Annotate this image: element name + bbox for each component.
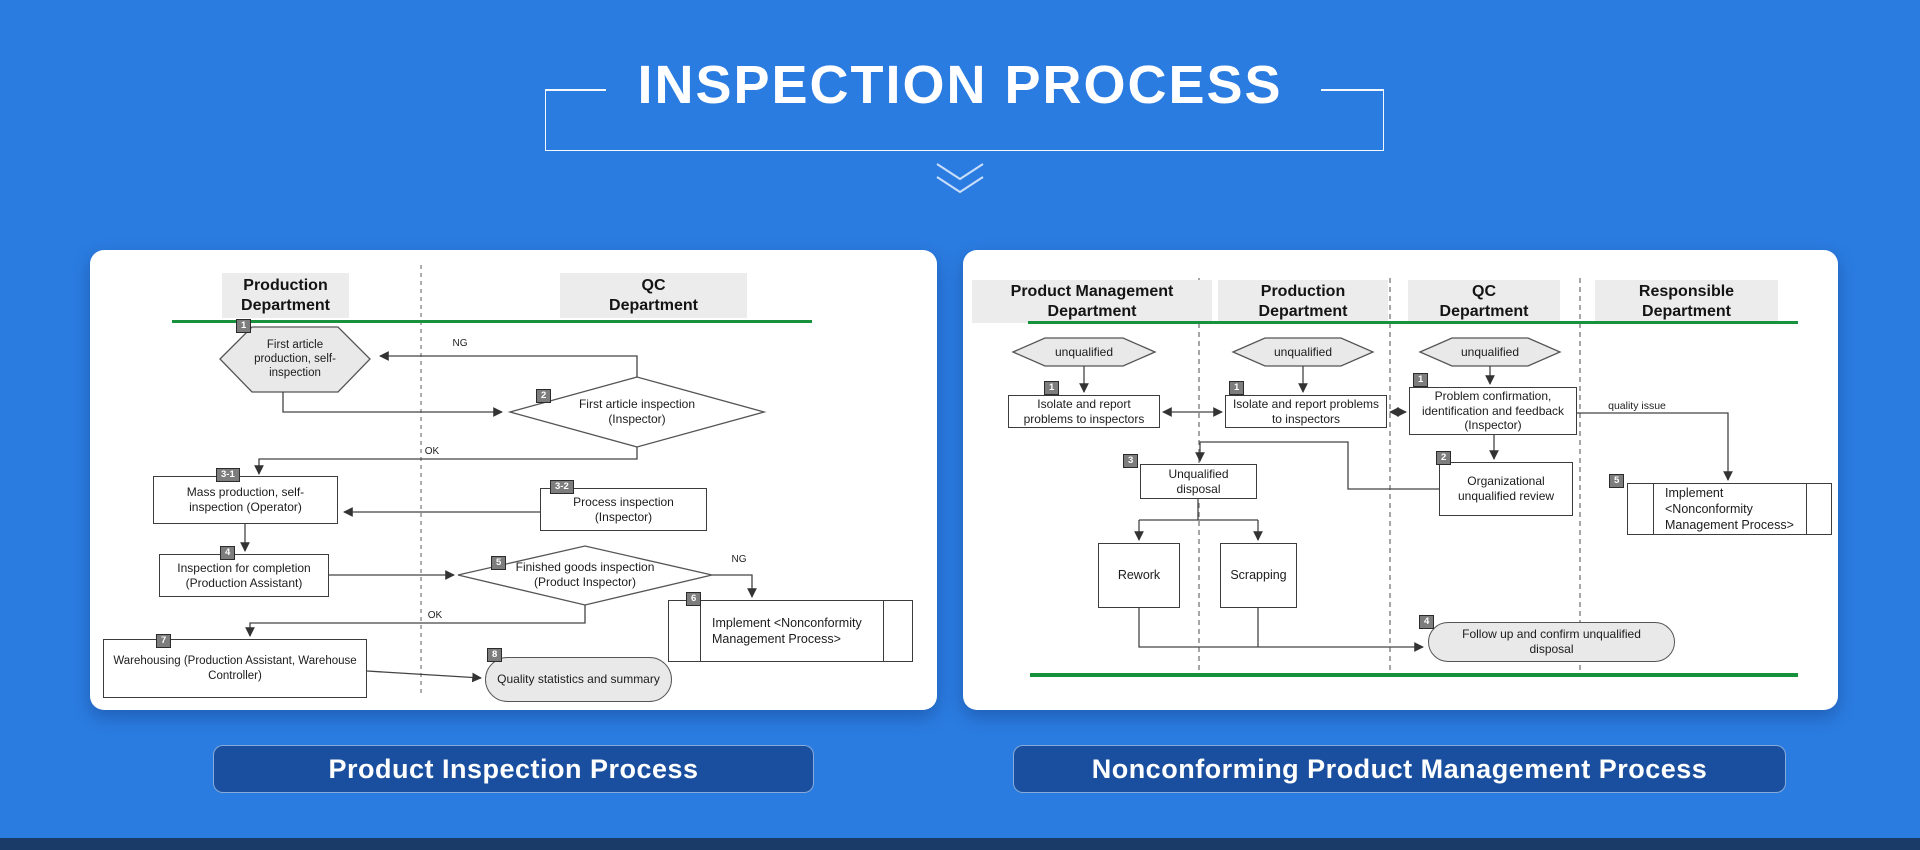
chevron-down-icon <box>934 162 986 206</box>
node-follow-up: Follow up and confirm unqualified disposal <box>1428 622 1675 662</box>
node-scrapping: Scrapping <box>1220 543 1297 608</box>
node-process-inspection: Process inspection (Inspector) <box>540 488 707 531</box>
node-warehousing: Warehousing (Production Assistant, Warehouse Controller) <box>103 639 367 698</box>
step-badge: 2 <box>1436 451 1451 465</box>
step-badge: 1 <box>1044 381 1059 395</box>
node-completion-inspection: Inspection for completion (Production Assistant) <box>159 554 329 597</box>
bottom-strip <box>0 838 1920 850</box>
lane-header-production: Production Department <box>1218 280 1388 323</box>
lane-header-qc: QC Department <box>560 273 747 318</box>
edge-label-ng: NG <box>731 554 747 565</box>
node-quality-statistics: Quality statistics and summary <box>485 657 672 702</box>
edge-label-quality-issue: quality issue <box>1591 400 1683 412</box>
step-badge: 3-1 <box>216 468 240 482</box>
nonconforming-management-flowchart-card <box>963 250 1838 710</box>
page-title: INSPECTION PROCESS <box>637 55 1283 115</box>
node-unqualified-prod: unqualified <box>1273 344 1333 359</box>
step-badge: 1 <box>1229 381 1244 395</box>
green-divider-bottom <box>1030 673 1798 677</box>
lane-header-qc: QC Department <box>1408 280 1560 323</box>
lane-header-production: Production Department <box>222 273 349 318</box>
node-isolate-prod: Isolate and report problems to inspectors <box>1225 395 1387 428</box>
node-implement-nonconformity: Implement <Nonconformity Management Process> <box>668 600 913 662</box>
node-isolate-pm: Isolate and report problems to inspectors <box>1008 395 1160 428</box>
node-unqualified-qc: unqualified <box>1460 344 1520 359</box>
lane-header-product-management: Product Management Department <box>972 280 1212 323</box>
node-finished-goods: Finished goods inspection (Product Inspector) <box>515 560 655 589</box>
step-badge: 4 <box>1419 615 1434 629</box>
step-badge: 1 <box>1413 373 1428 387</box>
edge-label-ok: OK <box>424 446 440 457</box>
step-badge: 8 <box>487 648 502 662</box>
node-implement-nonconformity: Implement <Nonconformity Management Process> <box>1627 483 1832 535</box>
product-inspection-flowchart-card <box>90 250 937 710</box>
node-rework: Rework <box>1098 543 1180 608</box>
node-org-review: Organizational unqualified review <box>1439 462 1573 516</box>
step-badge: 7 <box>156 634 171 648</box>
step-badge: 4 <box>220 546 235 560</box>
node-mass-production: Mass production, self-inspection (Operator) <box>153 476 338 524</box>
step-badge: 3-2 <box>550 480 574 494</box>
caption-nonconforming-management: Nonconforming Product Management Process <box>1013 745 1786 793</box>
node-unqualified-pm: unqualified <box>1054 344 1114 359</box>
caption-product-inspection: Product Inspection Process <box>213 745 814 793</box>
step-badge: 2 <box>536 389 551 403</box>
step-badge: 1 <box>236 319 251 333</box>
node-unqualified-disposal: Unqualified disposal <box>1140 464 1257 499</box>
edge-label-ok: OK <box>427 610 443 621</box>
lane-header-responsible: Responsible Department <box>1595 280 1778 323</box>
step-badge: 5 <box>1609 474 1624 488</box>
edge-label-ng: NG <box>452 338 468 349</box>
green-divider-top <box>1028 321 1798 324</box>
node-problem-confirmation: Problem confirmation, identification and feedback (Inspector) <box>1409 387 1577 435</box>
step-badge: 6 <box>686 592 701 606</box>
step-badge: 3 <box>1123 454 1138 468</box>
node-first-inspection: First article inspection (Inspector) <box>578 397 696 426</box>
step-badge: 5 <box>491 556 506 570</box>
node-first-article: First article production, self-inspection <box>254 338 336 379</box>
green-divider <box>172 320 812 323</box>
